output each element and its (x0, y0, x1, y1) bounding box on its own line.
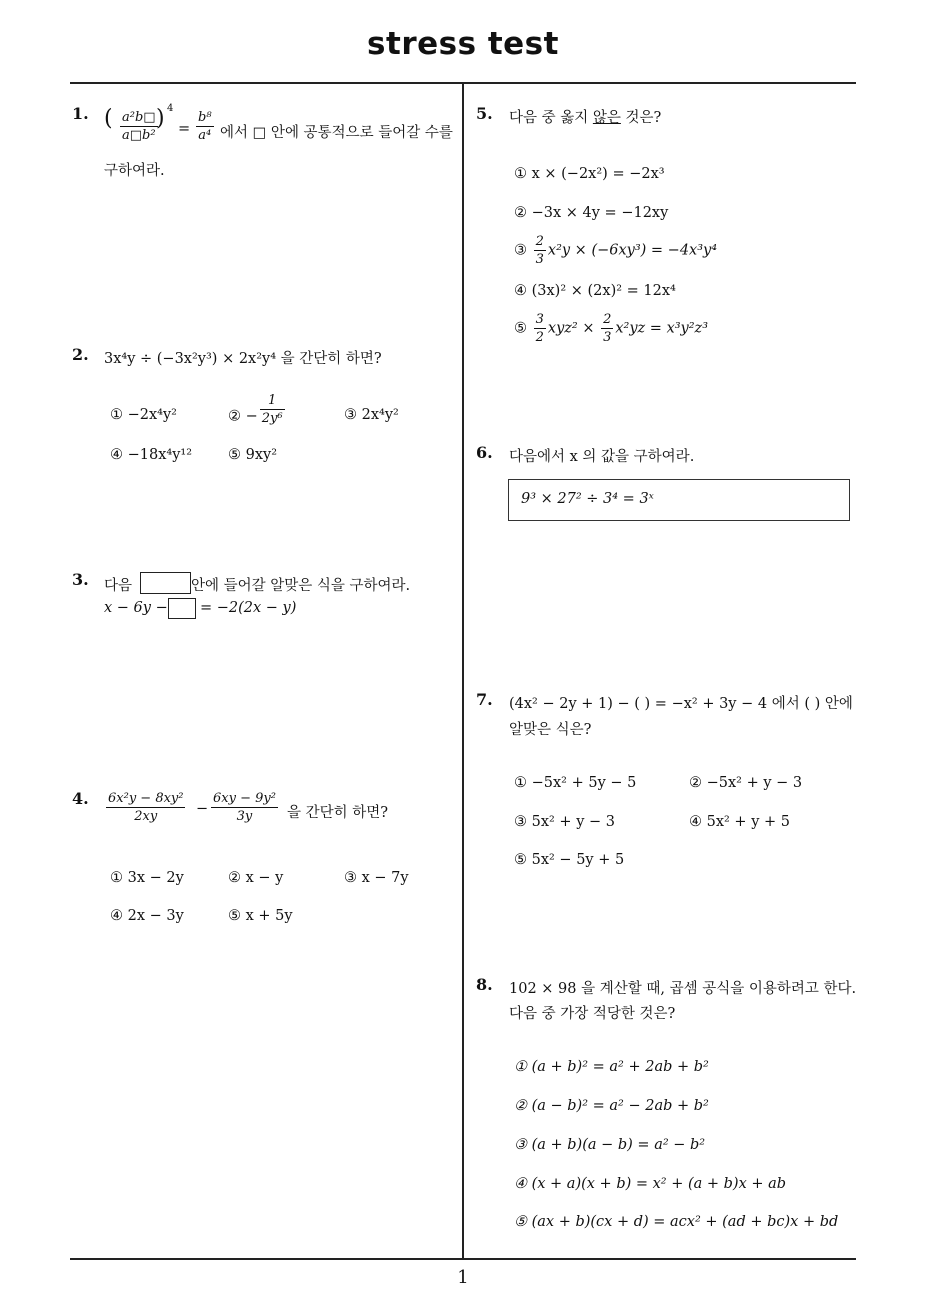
page-number: 1 (457, 1267, 469, 1288)
q4-option-1[interactable]: ① 3x − 2y (110, 870, 184, 886)
q8-option-3[interactable]: ③ (a + b)(a − b) = a² − b² (514, 1137, 706, 1153)
q2-option-1[interactable]: ① −2x⁴y² (110, 407, 177, 423)
q4-minus: − (196, 801, 209, 817)
question-number: 4. (72, 789, 89, 808)
q1-equals: = (178, 121, 191, 137)
question-number: 7. (476, 690, 493, 709)
q7-option-1[interactable]: ① −5x² + 5y − 5 (514, 775, 637, 791)
column-divider (462, 84, 464, 1259)
question-number: 6. (476, 443, 493, 462)
q7-line-2: 알맞은 식은? (509, 722, 592, 738)
q3-blank-box-small (168, 598, 196, 619)
page-title: stress test (367, 26, 559, 62)
q4-fraction-1: $\frac{\text{6x²y − 8xy²}}{2xy}$ (108, 791, 184, 824)
q1-left-paren: ( (104, 106, 113, 131)
q1-text-line1: 에서 □ 안에 공통적으로 들어갈 수를 (220, 125, 453, 141)
q4-option-5[interactable]: ⑤ x + 5y (228, 908, 293, 924)
question-number: 3. (72, 570, 89, 589)
q4-text: 을 간단히 하면? (287, 805, 389, 821)
q3-text-b: 안에 들어갈 알맞은 식을 구하여라. (191, 578, 411, 594)
q5-option-5[interactable]: ⑤ $\frac{3}{2}$ xyz² × $\frac{2}{3}$ x²yz = x³y²z³ (514, 312, 709, 345)
q8-option-2[interactable]: ② (a − b)² = a² − 2ab + b² (514, 1098, 709, 1114)
q7-line-1: (4x² − 2y + 1) − ( ) = −x² + 3y − 4 에서 ( ) 안에 (509, 696, 853, 712)
q4-option-3[interactable]: ③ x − 7y (344, 870, 409, 886)
q5-option-2[interactable]: ② −3x × 4y = −12xy (514, 205, 669, 221)
q2-option-5[interactable]: ⑤ 9xy² (228, 447, 278, 463)
question-number: 1. (72, 104, 89, 123)
q2-option-2[interactable]: ② − $\frac{1}{\text{2y⁶}}$ (228, 393, 283, 426)
q8-option-4[interactable]: ④ (x + a)(x + b) = x² + (a + b)x + ab (514, 1176, 787, 1192)
q6-prompt: 다음에서 x 의 값을 구하여라. (509, 449, 695, 465)
q2-option-3[interactable]: ③ 2x⁴y² (344, 407, 399, 423)
q1-rhs-fraction: $\frac{\text{b⁸}}{\text{a⁴}}$ (198, 110, 212, 143)
question-number: 8. (476, 975, 493, 994)
q1-text-line2: 구하여라. (104, 163, 165, 179)
q8-line-1: 102 × 98 을 계산할 때, 곱셈 공식을 이용하려고 한다. (509, 981, 857, 997)
q6-equation: 9³ × 27² ÷ 3⁴ = 3ˣ (521, 491, 654, 507)
q4-option-2[interactable]: ② x − y (228, 870, 284, 886)
q3-text-a: 다음 (104, 578, 133, 594)
q1-exponent: 4 (167, 103, 174, 114)
q3-blank-box (140, 572, 191, 594)
q7-option-5[interactable]: ⑤ 5x² − 5y + 5 (514, 852, 625, 868)
q7-option-2[interactable]: ② −5x² + y − 3 (689, 775, 803, 791)
q4-option-4[interactable]: ④ 2x − 3y (110, 908, 184, 924)
q8-option-1[interactable]: ① (a + b)² = a² + 2ab + b² (514, 1059, 709, 1075)
question-number: 5. (476, 104, 493, 123)
q2-prompt: 3x⁴y ÷ (−3x²y³) × 2x²y⁴ 을 간단히 하면? (104, 351, 382, 367)
q5-prompt: 다음 중 옳지 않은 것은? (509, 110, 662, 126)
q8-line-2: 다음 중 가장 적당한 것은? (509, 1006, 676, 1022)
footer-rule (70, 1258, 856, 1260)
q5-option-1[interactable]: ① x × (−2x²) = −2x³ (514, 166, 665, 182)
q5-option-4[interactable]: ④ (3x)² × (2x)² = 12x⁴ (514, 283, 676, 299)
q7-option-3[interactable]: ③ 5x² + y − 3 (514, 814, 615, 830)
q6-boxed-equation (508, 479, 850, 521)
q7-option-4[interactable]: ④ 5x² + y + 5 (689, 814, 790, 830)
q1-right-paren: ) (156, 106, 165, 131)
q2-option-4[interactable]: ④ −18x⁴y¹² (110, 447, 193, 463)
q8-option-5[interactable]: ⑤ (ax + b)(cx + d) = acx² + (ad + bc)x + bd (514, 1214, 839, 1230)
q4-fraction-2: $\frac{\text{6xy − 9y²}}{3y}$ (213, 791, 276, 824)
q1-lhs-fraction: $\frac{\text{a²b□}}{\text{a□b²}}$ (122, 110, 156, 143)
q5-option-3[interactable]: ③ $\frac{2}{3}$ x²y × (−6xy³) = −4x³y⁴ (514, 234, 718, 267)
question-number: 2. (72, 345, 89, 364)
q3-expression-left: x − 6y − (104, 600, 168, 616)
q3-expression-right: = −2(2x − y) (200, 600, 297, 616)
